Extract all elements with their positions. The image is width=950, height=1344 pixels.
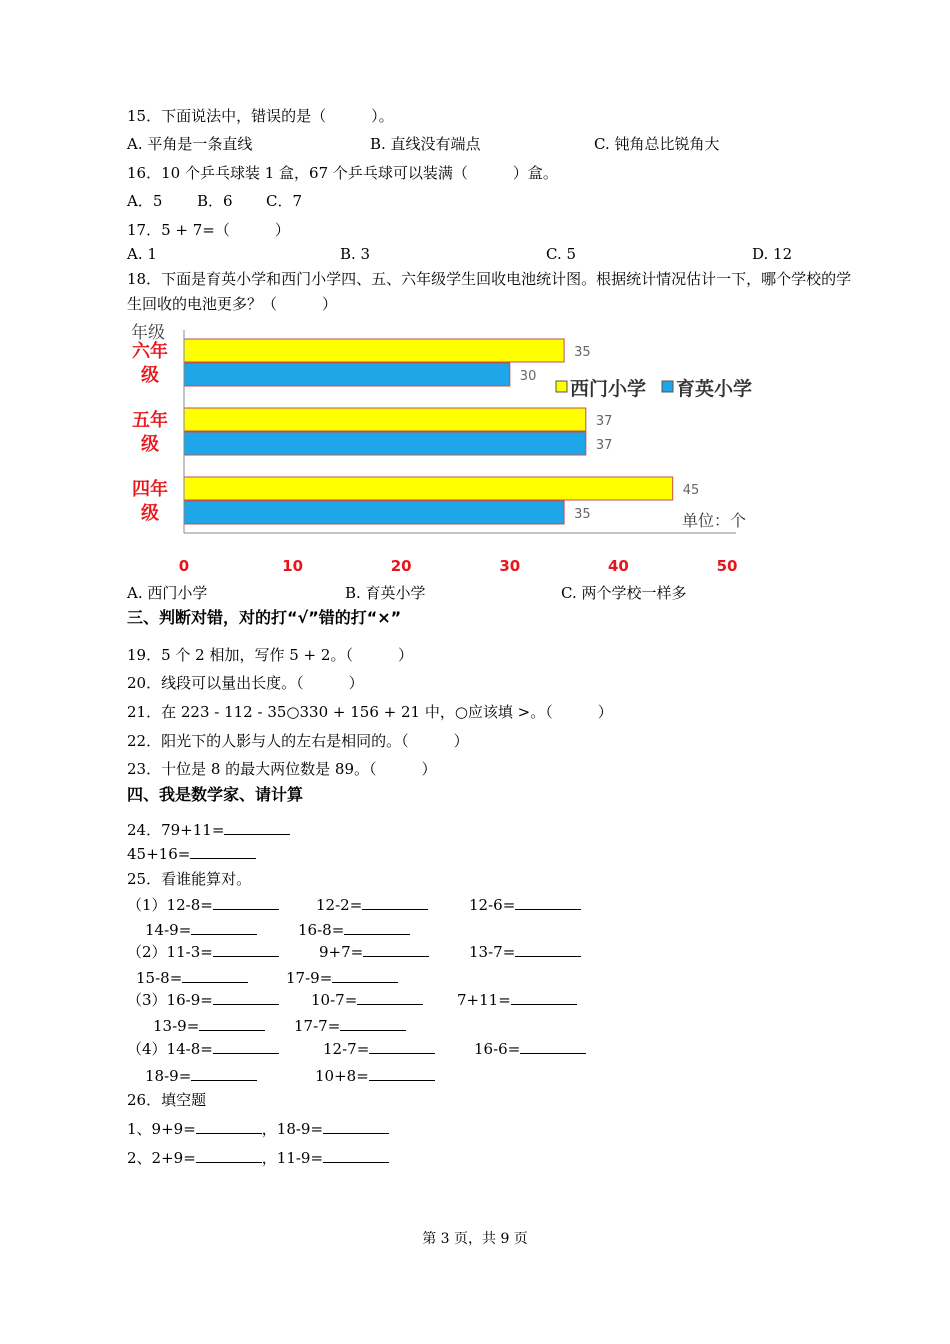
x-tick-label: 10	[282, 557, 304, 575]
q15-option-a: A. 平角是一条直线	[127, 135, 253, 153]
x-tick-label: 50	[716, 557, 738, 575]
q25-1c: 12-6=	[469, 895, 581, 915]
q17-stem: 17．5 + 7=（ ）	[127, 221, 290, 239]
answer-blank[interactable]	[199, 1016, 265, 1031]
q25-2d: 15-8=	[136, 968, 248, 988]
q16-option-a: A．5	[127, 192, 163, 210]
q26-stem: 26．填空题	[127, 1091, 207, 1109]
q25-1e: 16-8=	[298, 920, 410, 940]
chart-ylabel: 年级	[131, 323, 165, 343]
bar	[184, 408, 586, 431]
q17-option-b: B. 3	[340, 245, 371, 263]
answer-blank[interactable]	[369, 1066, 435, 1081]
category-label: 四年	[132, 479, 168, 500]
legend-swatch	[556, 381, 567, 392]
q22: 22．阳光下的人影与人的左右是相同的。（ ）	[127, 732, 469, 750]
q25-2a: （2）11-3=	[127, 942, 279, 962]
q19: 19．5 个 2 相加，写作 5 + 2。（ ）	[127, 646, 413, 664]
q26-line1: 1、9+9= ，18-9=	[127, 1119, 389, 1139]
category-label: 级	[141, 503, 159, 524]
legend-label: 育英小学	[676, 378, 753, 400]
q23: 23．十位是 8 的最大两位数是 89。（ ）	[127, 760, 437, 778]
q15-option-c: C. 钝角总比锐角大	[594, 135, 720, 153]
q25-3b: 10-7=	[311, 990, 423, 1010]
answer-blank[interactable]	[196, 1148, 262, 1163]
q25-3e: 17-7=	[294, 1016, 406, 1036]
q15-option-b: B. 直线没有端点	[370, 135, 481, 153]
data-label: 35	[574, 345, 591, 360]
data-label: 35	[574, 507, 591, 522]
q25-4d: 18-9=	[145, 1066, 257, 1086]
q25-1a: （1）12-8=	[127, 895, 279, 915]
bar	[184, 432, 586, 455]
data-label: 37	[595, 438, 613, 453]
q25-3c: 7+11=	[457, 990, 577, 1010]
answer-blank[interactable]	[224, 820, 290, 835]
chart-unit-label: 单位：个	[682, 511, 747, 530]
q18-stem-line2: 生回收的电池更多？（ ）	[127, 295, 338, 313]
answer-blank[interactable]	[344, 920, 410, 935]
section-4-heading: 四、我是数学家、请计算	[127, 785, 304, 804]
answer-blank[interactable]	[213, 942, 279, 957]
q18-option-b: B. 育英小学	[345, 584, 426, 602]
answer-blank[interactable]	[362, 895, 428, 910]
q25-4a: （4）14-8=	[127, 1039, 279, 1059]
q16-option-b: B．6	[197, 192, 233, 210]
q25-stem: 25．看谁能算对。	[127, 870, 252, 888]
q16-option-c: C．7	[266, 192, 303, 210]
q15-stem: 15．下面说法中，错误的是（ ）。	[127, 107, 394, 125]
section-3-heading: 三、判断对错，对的打“√”错的打“×”	[127, 608, 402, 627]
q25-2c: 13-7=	[469, 942, 581, 962]
legend-label: 西门小学	[570, 378, 647, 400]
q25-4e: 10+8=	[315, 1066, 435, 1086]
q18-option-a: A. 西门小学	[127, 584, 208, 602]
q25-4c: 16-6=	[474, 1039, 586, 1059]
data-label: 30	[519, 369, 537, 384]
x-tick-label: 0	[178, 557, 190, 575]
answer-blank[interactable]	[213, 1039, 279, 1054]
x-tick-label: 30	[499, 557, 521, 575]
answer-blank[interactable]	[196, 1119, 262, 1134]
q20: 20．线段可以量出长度。（ ）	[127, 674, 364, 692]
answer-blank[interactable]	[213, 990, 279, 1005]
q25-1d: 14-9=	[145, 920, 257, 940]
category-label: 五年	[132, 410, 168, 431]
answer-blank[interactable]	[511, 990, 577, 1005]
category-label: 级	[141, 434, 159, 455]
data-label: 37	[595, 414, 613, 429]
data-label: 45	[682, 483, 700, 498]
page-footer: 第 3 页，共 9 页	[422, 1231, 528, 1247]
q17-option-a: A. 1	[127, 245, 157, 263]
answer-blank[interactable]	[369, 1039, 435, 1054]
q26-line2: 2、2+9= ，11-9=	[127, 1148, 389, 1168]
q25-2b: 9+7=	[319, 942, 429, 962]
answer-blank[interactable]	[190, 844, 256, 859]
answer-blank[interactable]	[323, 1148, 389, 1163]
answer-blank[interactable]	[191, 1066, 257, 1081]
q18-stem-line1: 18．下面是育英小学和西门小学四、五、六年级学生回收电池统计图。根据统计情况估计一下，哪个学校的学	[127, 270, 852, 288]
x-tick-label: 40	[607, 557, 629, 575]
answer-blank[interactable]	[515, 895, 581, 910]
q25-4b: 12-7=	[323, 1039, 435, 1059]
answer-blank[interactable]	[515, 942, 581, 957]
q16-stem: 16．10 个乒乓球装 1 盒，67 个乒乓球可以装满（ ）盒。	[127, 164, 558, 182]
answer-blank[interactable]	[332, 968, 398, 983]
category-label: 六年	[132, 341, 168, 362]
q24-line2: 45+16=	[127, 844, 256, 864]
q24-line1: 24．79+11=	[127, 820, 290, 840]
category-label: 级	[141, 365, 159, 386]
q25-2e: 17-9=	[286, 968, 398, 988]
q21: 21．在 223 - 112 - 35○330 + 156 + 21 中，○应该填 >。（ ）	[127, 703, 613, 721]
bar	[184, 477, 673, 500]
bar	[184, 363, 510, 386]
answer-blank[interactable]	[340, 1016, 406, 1031]
q25-3d: 13-9=	[153, 1016, 265, 1036]
q25-1b: 12-2=	[316, 895, 428, 915]
answer-blank[interactable]	[191, 920, 257, 935]
answer-blank[interactable]	[323, 1119, 389, 1134]
x-tick-label: 20	[390, 557, 412, 575]
q17-option-c: C. 5	[546, 245, 577, 263]
battery-bar-chart	[0, 0, 950, 600]
answer-blank[interactable]	[357, 990, 423, 1005]
bar	[184, 339, 564, 362]
answer-blank[interactable]	[213, 895, 279, 910]
q17-option-d: D. 12	[752, 245, 793, 263]
answer-blank[interactable]	[363, 942, 429, 957]
answer-blank[interactable]	[182, 968, 248, 983]
answer-blank[interactable]	[520, 1039, 586, 1054]
legend-swatch	[662, 381, 673, 392]
q18-option-c: C. 两个学校一样多	[561, 584, 687, 602]
q25-3a: （3）16-9=	[127, 990, 279, 1010]
bar	[184, 501, 564, 524]
